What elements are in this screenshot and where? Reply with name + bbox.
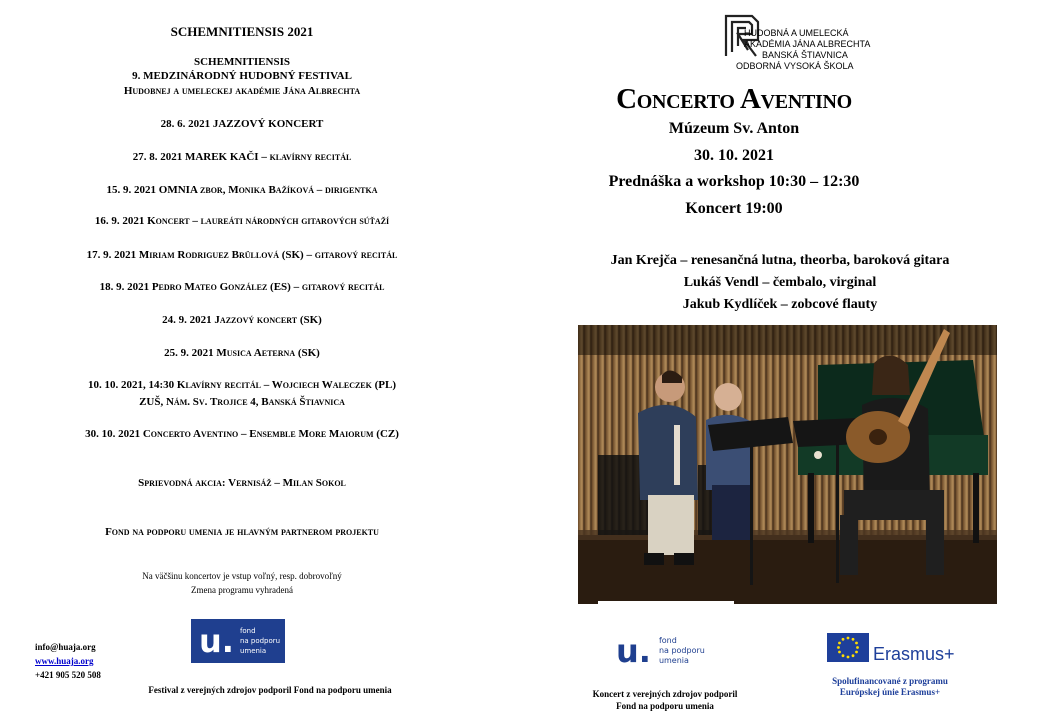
support-caption-line: Fond na podporu umenia [616,701,714,711]
fund-logo-line: fond [239,627,256,635]
event-item: 15. 9. 2021 OMNIA zbor, Monika Bažíková – dirigentka [106,184,378,196]
event-item-venue: ZUŠ, Nám. Sv. Trojice 4, Banská Štiavnica [139,396,345,408]
festival-intro-line-3: Hudobnej a umeleckej akadémie Jána Albrechta [123,85,361,97]
concert-photo [578,325,997,604]
contact-phone: +421 905 520 508 [35,670,101,680]
partner-note: Fond na podporu umenia je hlavným partnerom projektu [105,526,379,538]
academy-logo-line: BANSKÁ ŠTIAVNICA [762,50,848,60]
erasmus-label: Erasmus+ [873,644,955,664]
erasmus-caption [800,676,980,698]
event-item: 25. 9. 2021 Musica Aeterna (SK) [164,347,320,359]
event-item: 18. 9. 2021 Pedro Mateo González (ES) – gitarový recitál [99,281,385,293]
event-item: 10. 10. 2021, 14:30 Klavírny recitál – Wojciech Waleczek (PL) [87,379,397,391]
fund-logo-text [240,626,280,656]
festival-support-footer: Festival z verejných zdrojov podporil Fond na podporu umenia [148,685,392,695]
event-item: 28. 6. 2021 JAZZOVÝ KONCERT [160,118,324,130]
eu-flag-icon [827,633,869,662]
concert-time: Koncert 19:00 [685,200,783,217]
eu-stars-icon [827,633,869,662]
fund-logo-mark: u. [616,632,651,670]
contact-email[interactable]: info@huaja.org [35,642,96,652]
photo-caption-strip [598,601,734,607]
festival-intro-line-1: SCHEMNITIENSIS [194,56,290,68]
fund-logo-line: na podporu [239,637,281,645]
event-item: 30. 10. 2021 Concerto Aventino – Ensemble More Maiorum (CZ) [85,428,399,440]
lecture-time: Prednáška a workshop 10:30 – 12:30 [608,173,860,190]
academy-logo-line: AKADÉMIA JÁNA ALBRECHTA [744,39,871,49]
performer-item: Lukáš Vendl – čembalo, virginal [683,275,877,290]
support-caption [560,688,770,712]
entry-note: Na väčšinu koncertov je vstup voľný, resp. dobrovoľný [142,571,342,581]
festival-title: SCHEMNITIENSIS 2021 [170,24,314,39]
festival-intro-line-2: 9. MEDZINÁRODNÝ HUDOBNÝ FESTIVAL [132,70,352,82]
contact-web-link[interactable]: www.huaja.org [35,656,94,666]
fund-logo-partner [616,634,705,668]
academy-logo-line: HUDOBNÁ A UMELECKÁ [744,28,849,38]
concert-date: 30. 10. 2021 [694,147,774,164]
performer-item: Jan Krejča – renesančná lutna, theorba, baroková gitara [610,253,950,268]
support-caption-line: Koncert z verejných zdrojov podporil [592,689,738,699]
erasmus-caption-line: Spolufinancované z programu [832,676,948,686]
fund-logo-mark: u. [199,622,234,660]
concert-venue: Múzeum Sv. Anton [668,120,800,137]
fund-logo-line: na podporu [658,646,705,655]
concert-title: Concerto Aventino [616,83,852,115]
side-event: Sprievodná akcia: Vernisáž – Milan Sokol [138,477,346,489]
event-item: 27. 8. 2021 MAREK KAČI – klavírny recitál [132,151,352,163]
fund-logo-text [659,636,705,666]
event-item: 16. 9. 2021 Koncert – laureáti národných gitarových súťaží [94,215,390,227]
event-item: 17. 9. 2021 Miriam Rodriguez Brüllová (SK) – gitarový recitál [86,249,398,261]
erasmus-caption-line: Európskej únie Erasmus+ [839,687,941,697]
fund-logo [191,619,285,663]
fund-logo-line: umenia [658,656,689,665]
program-note: Zmena programu vyhradená [191,585,293,595]
academy-logo-line: ODBORNÁ VYSOKÁ ŠKOLA [736,61,854,71]
fund-logo-line: fond [658,636,677,645]
fund-logo-line: umenia [239,647,267,655]
ensemble-photo [578,325,997,604]
performer-item: Jakub Kydlíček – zobcové flauty [682,297,878,312]
academy-logo-text [736,28,871,72]
event-item: 24. 9. 2021 Jazzový koncert (SK) [162,314,322,326]
